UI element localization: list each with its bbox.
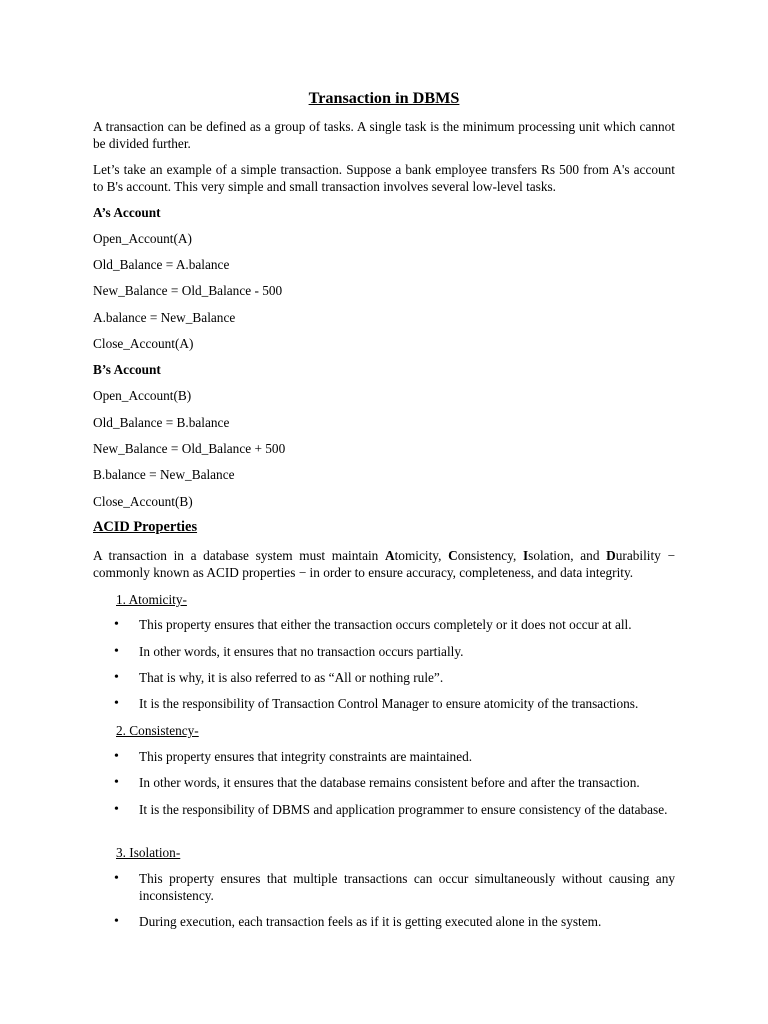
a-account-line: A.balance = New_Balance [93,310,236,325]
bullet-icon: • [114,696,119,711]
bullet-icon: • [114,617,119,632]
acid-intro: A transaction in a database system must maintain Atomicity, Consistency, Isolation, and Durability − commonly known as ACID properties − in order to ensure accuracy, completeness, and data integrity. [93,548,675,580]
isolation-heading: 3. Isolation- [116,845,181,860]
bullet-icon: • [114,871,119,886]
b-account-line: Close_Account(B) [93,494,193,509]
list-item: It is the responsibility of DBMS and application programmer to ensure consistency of the database. [139,802,668,817]
list-item: This property ensures that integrity constraints are maintained. [139,749,473,764]
bullet-icon: • [114,749,119,764]
page-title: Transaction in DBMS [308,89,460,107]
bullet-icon: • [114,802,119,817]
b-account-heading: B’s Account [93,362,161,377]
a-account-heading: A’s Account [93,205,161,220]
a-account-line: Open_Account(A) [93,231,192,246]
list-item: This property ensures that either the transaction occurs completely or it does not occur at all. [139,617,632,632]
list-item: That is why, it is also referred to as “All or nothing rule”. [139,670,444,685]
atomicity-heading: 1. Atomicity- [116,592,187,607]
b-account-line: Old_Balance = B.balance [93,415,230,430]
b-account-line: Open_Account(B) [93,388,192,403]
list-item: In other words, it ensures that no transaction occurs partially. [139,644,464,659]
bullet-icon: • [114,644,119,659]
a-account-line: New_Balance = Old_Balance - 500 [93,283,283,298]
b-account-line: B.balance = New_Balance [93,467,235,482]
bullet-icon: • [114,914,119,929]
b-account-line: New_Balance = Old_Balance + 500 [93,441,286,456]
list-item: This property ensures that multiple transactions can occur simultaneously without causing any inconsistency. [139,871,675,903]
intro-paragraph-2: Let’s take an example of a simple transaction. Suppose a bank employee transfers Rs 500 from A's account to B's account. This very simple and small transaction involves several low-level tasks. [93,162,675,194]
a-account-line: Close_Account(A) [93,336,194,351]
list-item: In other words, it ensures that the database remains consistent before and after the transaction. [139,775,640,790]
intro-paragraph-1: A transaction can be defined as a group of tasks. A single task is the minimum processing unit which cannot be divided further. [93,119,675,151]
bullet-icon: • [114,670,119,685]
acid-heading: ACID Properties [93,519,198,535]
consistency-heading: 2. Consistency- [116,723,199,738]
bullet-icon: • [114,775,119,790]
list-item: During execution, each transaction feels as if it is getting executed alone in the system. [139,914,602,929]
a-account-line: Old_Balance = A.balance [93,257,230,272]
list-item: It is the responsibility of Transaction Control Manager to ensure atomicity of the transactions. [139,696,639,711]
